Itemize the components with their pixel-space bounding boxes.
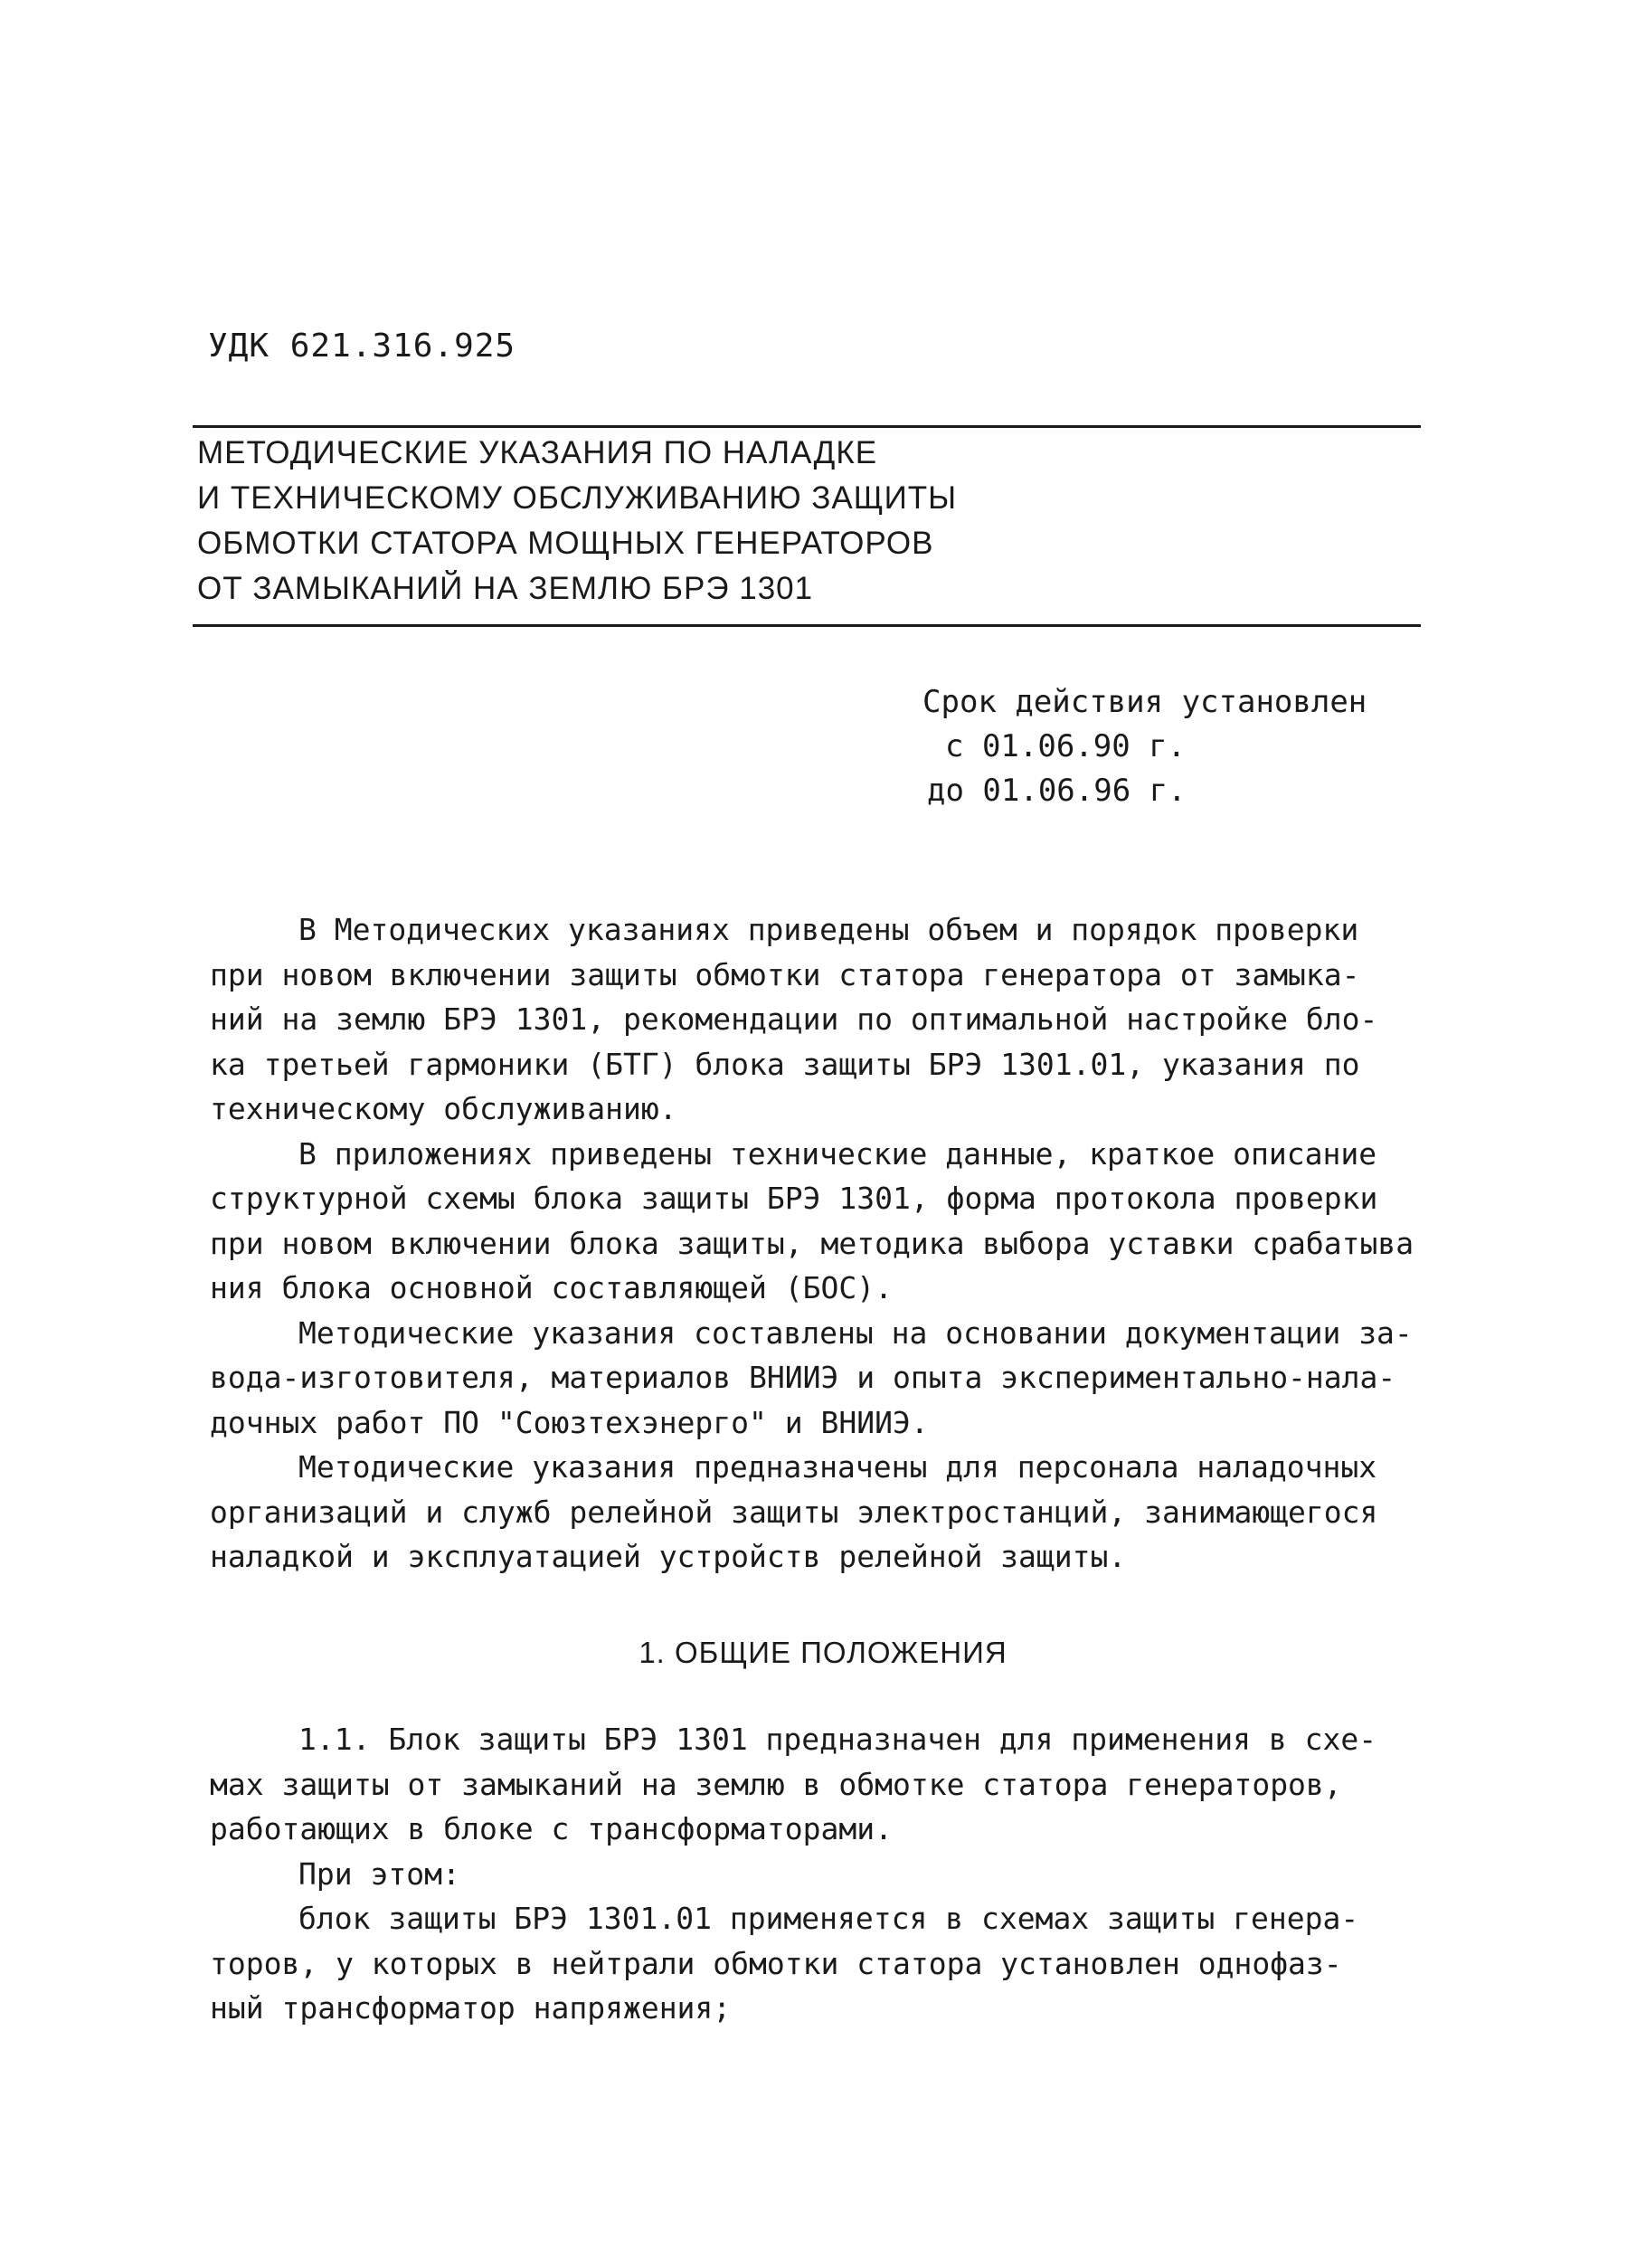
text-line: при новом включении блока защиты, методика выбора уставки срабатыва <box>210 1225 1414 1261</box>
text-line: В приложениях приведены технические данные, краткое описание <box>298 1135 1377 1172</box>
title-top-rule <box>193 425 1421 428</box>
title-line: ОБМОТКИ СТАТОРА МОЩНЫХ ГЕНЕРАТОРОВ <box>197 526 934 561</box>
text-line: Методические указания составлены на основании документации за- <box>298 1314 1413 1351</box>
text-line: работающих в блоке с трансформаторами. <box>210 1811 893 1846</box>
text-line: структурной схемы блока защиты БРЭ 1301, форма протокола проверки <box>210 1181 1378 1216</box>
text-line: При этом: <box>298 1855 460 1892</box>
document-title <box>197 431 957 612</box>
title-line: МЕТОДИЧЕСКИЕ УКАЗАНИЯ ПО НАЛАДКЕ <box>197 435 878 470</box>
validity-from: с 01.06.90 г. <box>945 728 1187 764</box>
section-1-text <box>210 1717 1445 2031</box>
text-line: вода-изготовителя, материалов ВНИИЭ и опыта экспериментально-нала- <box>210 1360 1396 1395</box>
text-line: дочных работ ПО "Союзтехэнерго" и ВНИИЭ. <box>210 1404 929 1440</box>
introduction-text <box>210 907 1445 1580</box>
text-line: наладкой и эксплуатацией устройств релейной защиты. <box>210 1539 1127 1574</box>
text-line: ка третьей гармоники (БТГ) блока защиты БРЭ 1301.01, указания по <box>210 1046 1360 1082</box>
text-line: блок защиты БРЭ 1301.01 применяется в схемах защиты генера- <box>298 1901 1359 1936</box>
text-line: 1.1. Блок защиты БРЭ 1301 предназначен для применения в схе- <box>298 1722 1377 1757</box>
validity-to: до 01.06.96 г. <box>927 773 1187 809</box>
text-line: торов, у которых в нейтрали обмотки статора установлен однофаз- <box>210 1945 1342 1981</box>
text-line: ния блока основной составляющей (БОС). <box>210 1270 893 1305</box>
text-line: ный трансформатор напряжения; <box>210 1990 732 2026</box>
udk-code: УДК 621.316.925 <box>208 327 516 365</box>
text-line: организаций и служб релейной защиты электростанций, занимающегося <box>210 1494 1378 1530</box>
title-bottom-rule <box>193 624 1421 627</box>
title-line: ОТ ЗАМЫКАНИЙ НА ЗЕМЛЮ БРЭ 1301 <box>197 571 814 606</box>
validity-label: Срок действия установлен <box>922 684 1367 720</box>
text-line: при новом включении защиты обмотки статора генератора от замыка- <box>210 956 1360 992</box>
text-line: мах защиты от замыканий на землю в обмотке статора генераторов, <box>210 1766 1342 1802</box>
section-heading: 1. ОБЩИЕ ПОЛОЖЕНИЯ <box>639 1636 1007 1669</box>
validity-block <box>922 680 1367 813</box>
title-line: И ТЕХНИЧЕСКОМУ ОБСЛУЖИВАНИЮ ЗАЩИТЫ <box>197 480 958 516</box>
text-line: Методические указания предназначены для персонала наладочных <box>298 1449 1377 1485</box>
text-line: В Методических указаниях приведены объем и порядок проверки <box>298 912 1359 947</box>
text-line: техническому обслуживанию. <box>210 1091 677 1126</box>
text-line: ний на землю БРЭ 1301, рекомендации по оптимальной настройке бло- <box>210 1001 1378 1037</box>
